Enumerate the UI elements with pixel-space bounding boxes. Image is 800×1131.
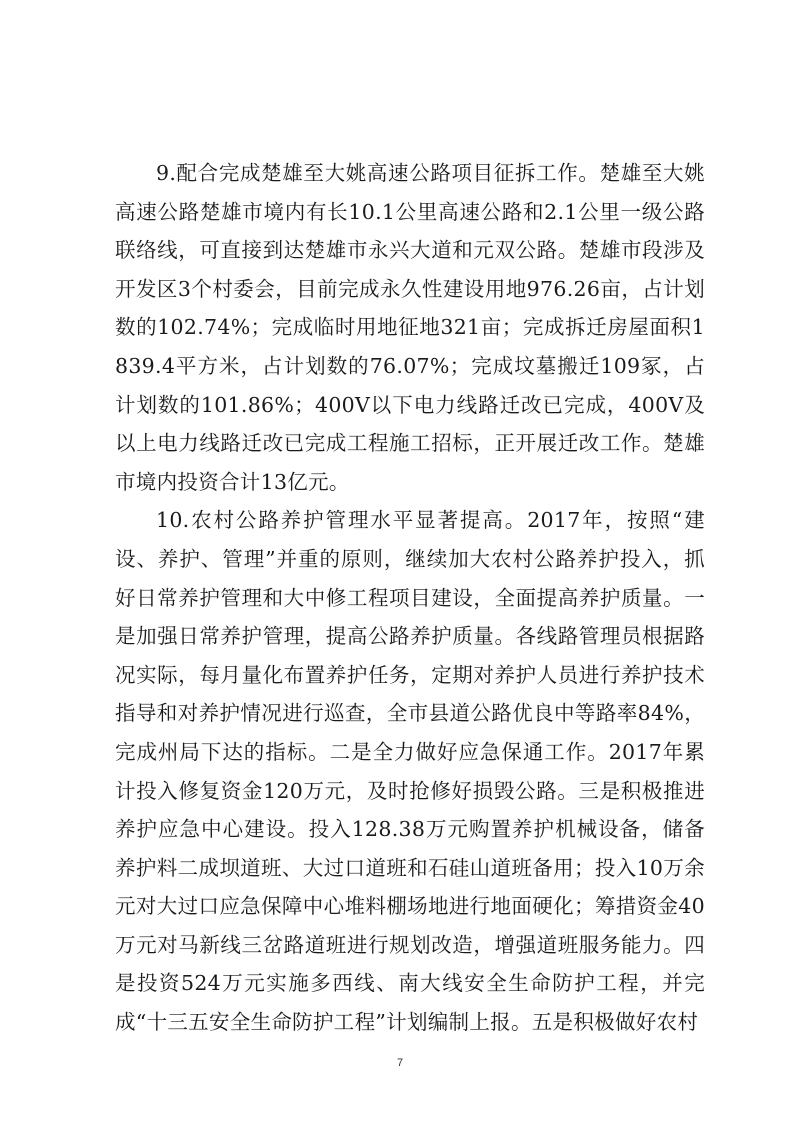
- paragraph-expressway-land-acquisition: 9.配合完成楚雄至大姚高速公路项目征拆工作。楚雄至大姚高速公路楚雄市境内有长10.1公里高速公路和2.1公里一级公路联络线，可直接到达楚雄市永兴大道和元双公路。楚雄市段涉及开发区3个村委会，目前完成永久性建设用地976.26亩，占计划数的102.74%；完成临时用地征地321亩；完成拆迁房屋面积1839.4平方米，占计划数的76.07%；完成坟墓搬迁109冢，占计划数的101.86%；400V以下电力线路迁改已完成，400V及以上电力线路迁改已完成工程施工招标，正开展迁改工作。楚雄市境内投资合计13亿元。: [115, 161, 705, 494]
- paragraph-rural-road-maintenance: 10.农村公路养护管理水平显著提高。2017年，按照“建设、养护、管理”并重的原则，继续加大农村公路养护投入，抓好日常养护管理和大中修工程项目建设，全面提高养护质量。一是加强日常养护管理，提高公路养护质量。各线路管理员根据路况实际，每月量化布置养护任务，定期对养护人员进行养护技术指导和对养护情况进行巡查，全市县道公路优良中等路率84%，完成州局下达的指标。二是全力做好应急保通工作。2017年累计投入修复资金120万元，及时抢修好损毁公路。三是积极推进养护应急中心建设。投入128.38万元购置养护机械设备，储备养护料二成坝道班、大过口道班和石硅山道班备用；投入10万余元对大过口应急保障中心堆料棚场地进行地面硬化；筹措资金40万元对马新线三岔路道班进行规划改造，增强道班服务能力。四是投资524万元实施多西线、南大线安全生命防护工程，并完成“十三五安全生命防护工程”计划编制上报。五是积极做好农村: [115, 508, 705, 1035]
- body-text: [115, 154, 705, 1042]
- page-number: 7: [396, 1057, 404, 1069]
